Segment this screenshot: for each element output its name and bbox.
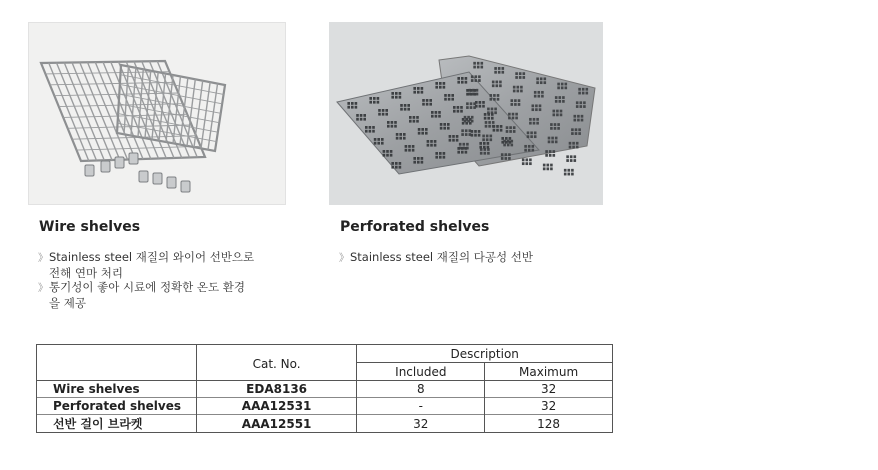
wire-shelves-features: [38, 250, 288, 310]
table-row: [37, 398, 613, 415]
row-cat-no: AAA12551: [196, 415, 357, 433]
header-description: Description: [357, 345, 613, 363]
feature-line: Stainless steel 재질의 다공성 선반: [350, 250, 533, 264]
header-cat-no: Cat. No.: [196, 345, 357, 381]
feature-line-continued: 전해 연마 처리: [49, 266, 123, 280]
feature-line: Stainless steel 재질의 와이어 선반으로: [49, 250, 255, 264]
row-included: 32: [357, 415, 485, 433]
feature-line: 통기성이 좋아 시료에 정확한 온도 환경: [49, 280, 246, 294]
table-row: [37, 381, 613, 398]
table-header-row: [37, 345, 613, 363]
feature-item: [339, 250, 599, 266]
row-cat-no: EDA8136: [196, 381, 357, 398]
feature-item: [38, 250, 288, 266]
row-cat-no: AAA12531: [196, 398, 357, 415]
bullet-chevron-icon: 》: [38, 253, 48, 264]
table-row: [37, 415, 613, 433]
perforated-shelves-title: Perforated shelves: [340, 219, 490, 235]
perforated-shelves-features: [339, 250, 599, 266]
row-maximum: 32: [485, 398, 613, 415]
row-product-name: Wire shelves: [37, 381, 197, 398]
wire-shelves-photo: [28, 22, 286, 205]
perforated-shelves-photo: [329, 22, 603, 205]
feature-item: [38, 280, 288, 296]
row-product-name: 선반 걸이 브라켓: [37, 415, 197, 433]
row-maximum: 32: [485, 381, 613, 398]
bullet-chevron-icon: 》: [38, 283, 48, 294]
wire-shelves-title: Wire shelves: [39, 219, 141, 235]
bullet-chevron-icon: 》: [339, 253, 349, 264]
feature-line-continued: 을 제공: [49, 296, 86, 310]
perforated-shelves-illustration: [329, 22, 603, 205]
row-product-name: Perforated shelves: [37, 398, 197, 415]
row-included: -: [357, 398, 485, 415]
row-maximum: 128: [485, 415, 613, 433]
wire-shelves-illustration: [29, 23, 287, 206]
spec-table: [36, 344, 613, 433]
header-included: Included: [357, 363, 485, 381]
row-included: 8: [357, 381, 485, 398]
header-maximum: Maximum: [485, 363, 613, 381]
header-blank: [37, 345, 197, 381]
